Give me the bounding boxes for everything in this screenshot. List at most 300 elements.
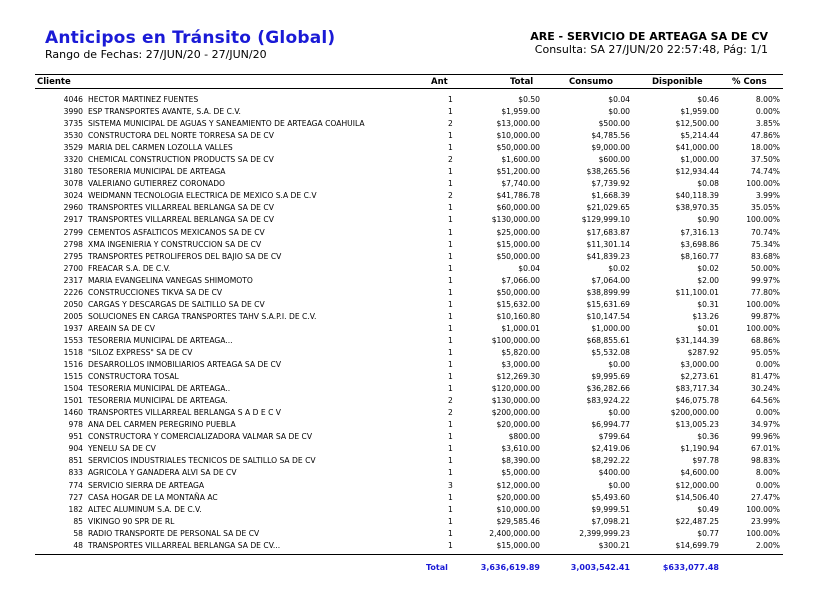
- totals-consumo: 3,003,542.41: [570, 563, 630, 572]
- ant-count: 1: [448, 131, 453, 141]
- company-name: ARE - SERVICIO DE ARTEAGA SA DE CV: [530, 30, 768, 43]
- pct-consumed: 47.86%: [751, 131, 780, 141]
- total-amount: $50,000.00: [496, 143, 540, 153]
- client-name: ESP TRANSPORTES AVANTE, S.A. DE C.V.: [88, 107, 241, 117]
- client-name: TESORERIA MUNICIPAL DE ARTEAGA: [88, 167, 226, 177]
- total-amount: $5,000.00: [501, 468, 540, 478]
- total-amount: $7,740.00: [501, 179, 540, 189]
- ant-count: 1: [448, 528, 453, 538]
- ant-count: 2: [448, 408, 453, 418]
- total-amount: $41,786.78: [496, 191, 540, 201]
- ant-count: 1: [448, 504, 453, 514]
- disponible-amount: $3,698.86: [680, 239, 719, 249]
- table-row: [0, 516, 815, 528]
- pct-consumed: 83.68%: [751, 251, 780, 261]
- total-amount: $20,000.00: [496, 420, 540, 430]
- pct-consumed: 77.80%: [751, 287, 780, 297]
- client-id: 1516: [63, 360, 83, 370]
- ant-count: 1: [448, 95, 453, 104]
- total-amount: $12,000.00: [496, 480, 540, 490]
- client-id: 58: [73, 528, 83, 538]
- consumo-amount: $83,924.22: [586, 396, 630, 406]
- table-row: [0, 239, 815, 251]
- consumo-amount: $129,999.10: [581, 215, 630, 225]
- consumo-amount: $8,292.22: [591, 456, 630, 466]
- disponible-amount: $0.02: [697, 263, 719, 273]
- client-id: 3990: [63, 107, 83, 117]
- consumo-amount: $7,098.21: [591, 516, 630, 526]
- disponible-amount: $0.77: [697, 528, 719, 538]
- ant-count: 1: [448, 540, 453, 550]
- col-header-total: Total: [510, 77, 534, 87]
- table-row: [0, 492, 815, 504]
- col-header-disponible: Disponible: [652, 77, 703, 87]
- total-amount: $7,066.00: [501, 275, 540, 285]
- pct-consumed: 75.34%: [751, 239, 780, 249]
- consumo-amount: $500.00: [598, 119, 630, 129]
- disponible-amount: $97.78: [692, 456, 719, 466]
- ant-count: 1: [448, 516, 453, 526]
- total-amount: $13,000.00: [496, 119, 540, 129]
- client-name: CONSTRUCTORA Y COMERCIALIZADORA VALMAR SA DE CV: [88, 432, 313, 442]
- pct-consumed: 8.00%: [755, 468, 780, 478]
- client-id: 3320: [63, 155, 83, 165]
- disponible-amount: $1,190.94: [680, 444, 719, 454]
- ant-count: 1: [448, 287, 453, 297]
- ant-count: 1: [448, 311, 453, 321]
- client-name: RADIO TRANSPORTE DE PERSONAL SA DE CV: [88, 528, 260, 538]
- consumo-amount: $0.00: [608, 107, 630, 117]
- disponible-amount: $22,487.25: [675, 516, 719, 526]
- pct-consumed: 64.56%: [751, 396, 780, 406]
- client-name: AGRICOLA Y GANADERA ALVI SA DE CV: [88, 468, 237, 478]
- disponible-amount: $14,506.40: [675, 492, 719, 502]
- client-name: FREACAR S.A. DE C.V.: [88, 263, 171, 273]
- total-amount: $5,820.00: [501, 347, 540, 357]
- disponible-amount: $38,970.35: [675, 203, 719, 213]
- client-id: 1518: [63, 347, 83, 357]
- totals-total: 3,636,619.89: [480, 563, 540, 572]
- client-name: TRANSPORTES VILLARREAL BERLANGA S A D E C V: [88, 408, 281, 418]
- consumo-amount: $9,999.51: [591, 504, 630, 514]
- ant-count: 1: [448, 167, 453, 177]
- client-name: TESORERIA MUNICIPAL DE ARTEAGA...: [88, 335, 233, 345]
- consumo-amount: 2,399,999.23: [579, 528, 630, 538]
- client-name: MARIA EVANGELINA VANEGAS SHIMOMOTO: [88, 275, 253, 285]
- client-id: 2917: [63, 215, 83, 225]
- table-row: [0, 335, 815, 347]
- disponible-amount: $287.92: [687, 347, 719, 357]
- table-row: [0, 443, 815, 455]
- consumo-amount: $0.00: [608, 408, 630, 418]
- total-amount: $130,000.00: [491, 396, 540, 406]
- table-row: [0, 178, 815, 190]
- client-id: 3529: [63, 143, 83, 153]
- consumo-amount: $17,683.87: [586, 227, 630, 237]
- pct-consumed: 0.00%: [755, 408, 780, 418]
- disponible-amount: $3,000.00: [680, 360, 719, 370]
- ant-count: 1: [448, 468, 453, 478]
- client-id: 4046: [63, 95, 83, 104]
- client-id: 182: [68, 504, 83, 514]
- client-name: TESORERIA MUNICIPAL DE ARTEAGA..: [88, 384, 231, 394]
- consumo-amount: $6,994.77: [591, 420, 630, 430]
- ant-count: 1: [448, 420, 453, 430]
- table-row: [0, 299, 815, 311]
- consumo-amount: $11,301.14: [586, 239, 630, 249]
- client-name: CEMENTOS ASFALTICOS MEXICANOS SA DE CV: [88, 227, 265, 237]
- client-name: TRANSPORTES VILLARREAL BERLANGA SA DE CV: [88, 203, 274, 213]
- table-row: [0, 480, 815, 492]
- disponible-amount: $83,717.34: [675, 384, 719, 394]
- table-row: [0, 504, 815, 516]
- client-id: 2799: [63, 227, 83, 237]
- client-name: DESARROLLOS INMOBILIARIOS ARTEAGA SA DE CV: [88, 360, 282, 370]
- disponible-amount: $2,273.61: [680, 372, 719, 382]
- table-row: [0, 263, 815, 275]
- ant-count: 1: [448, 215, 453, 225]
- client-id: 978: [68, 420, 83, 430]
- total-amount: $15,000.00: [496, 540, 540, 550]
- consumo-amount: $0.00: [608, 480, 630, 490]
- consumo-amount: $600.00: [598, 155, 630, 165]
- pct-consumed: 0.00%: [755, 480, 780, 490]
- client-name: TRANSPORTES VILLARREAL BERLANGA SA DE CV...: [88, 540, 281, 550]
- total-amount: $200,000.00: [491, 408, 540, 418]
- consumo-amount: $5,532.08: [591, 347, 630, 357]
- total-amount: $10,000.00: [496, 131, 540, 141]
- client-id: 2795: [63, 251, 83, 261]
- pct-consumed: 30.24%: [751, 384, 780, 394]
- consumo-amount: $9,995.69: [591, 372, 630, 382]
- client-name: CASA HOGAR DE LA MONTAÑA AC: [88, 492, 218, 502]
- total-amount: $3,000.00: [501, 360, 540, 370]
- table-row: [0, 214, 815, 226]
- ant-count: 1: [448, 299, 453, 309]
- table-row: [0, 275, 815, 287]
- date-range: Rango de Fechas: 27/JUN/20 - 27/JUN/20: [45, 48, 267, 61]
- disponible-amount: $12,934.44: [675, 167, 719, 177]
- ant-count: 1: [448, 239, 453, 249]
- client-name: TRANSPORTES PETROLIFEROS DEL BAJIO SA DE CV: [88, 251, 282, 261]
- consumo-amount: $300.21: [598, 540, 630, 550]
- disponible-amount: $14,699.79: [675, 540, 719, 550]
- ant-count: 1: [448, 432, 453, 442]
- pct-consumed: 81.47%: [751, 372, 780, 382]
- total-amount: $800.00: [508, 432, 540, 442]
- consumo-amount: $2,419.06: [591, 444, 630, 454]
- client-name: WEIDMANN TECNOLOGIA ELECTRICA DE MEXICO S.A DE C.V: [88, 191, 317, 201]
- pct-consumed: 99.97%: [751, 275, 780, 285]
- consumo-amount: $38,899.99: [586, 287, 630, 297]
- ant-count: 1: [448, 347, 453, 357]
- disponible-amount: $8,160.77: [680, 251, 719, 261]
- consumo-amount: $36,282.66: [586, 384, 630, 394]
- ant-count: 1: [448, 444, 453, 454]
- col-header-consumo: Consumo: [569, 77, 613, 87]
- client-name: SERVICIOS INDUSTRIALES TECNICOS DE SALTILLO SA DE CV: [88, 456, 316, 466]
- client-id: 904: [68, 444, 83, 454]
- table-row: [0, 359, 815, 371]
- client-id: 727: [68, 492, 83, 502]
- table-row: [0, 106, 815, 118]
- table-row: [0, 118, 815, 130]
- disponible-amount: $12,000.00: [675, 480, 719, 490]
- table-row: [0, 251, 815, 263]
- client-id: 1460: [63, 408, 83, 418]
- client-id: 3735: [63, 119, 83, 129]
- client-id: 2317: [63, 275, 83, 285]
- ant-count: 1: [448, 360, 453, 370]
- pct-consumed: 100.00%: [746, 179, 780, 189]
- ant-count: 2: [448, 396, 453, 406]
- table-row: [0, 467, 815, 479]
- query-info: Consulta: SA 27/JUN/20 22:57:48, Pág: 1/1: [534, 43, 768, 56]
- pct-consumed: 37.50%: [751, 155, 780, 165]
- table-row: [0, 528, 815, 540]
- pct-consumed: 0.00%: [755, 360, 780, 370]
- total-amount: $0.50: [518, 95, 540, 104]
- table-row: [0, 383, 815, 395]
- header-top-rule: [35, 74, 783, 75]
- client-id: 48: [73, 540, 83, 550]
- total-amount: $50,000.00: [496, 287, 540, 297]
- consumo-amount: $7,064.00: [591, 275, 630, 285]
- pct-consumed: 99.96%: [751, 432, 780, 442]
- total-amount: $10,000.00: [496, 504, 540, 514]
- table-row: [0, 190, 815, 202]
- disponible-amount: $40,118.39: [675, 191, 719, 201]
- disponible-amount: $1,000.00: [680, 155, 719, 165]
- table-row: [0, 227, 815, 239]
- consumo-amount: $0.00: [608, 360, 630, 370]
- client-name: ALTEC ALUMINUM S.A. DE C.V.: [88, 504, 202, 514]
- disponible-amount: $0.08: [697, 179, 719, 189]
- ant-count: 1: [448, 384, 453, 394]
- table-row: [0, 287, 815, 299]
- totals-label: Total: [426, 563, 448, 572]
- ant-count: 1: [448, 372, 453, 382]
- total-amount: $15,000.00: [496, 239, 540, 249]
- client-name: TESORERIA MUNICIPAL DE ARTEAGA.: [88, 396, 228, 406]
- ant-count: 1: [448, 263, 453, 273]
- total-amount: 2,400,000.00: [489, 528, 540, 538]
- report-table-body: [0, 94, 815, 552]
- disponible-amount: $0.01: [697, 323, 719, 333]
- pct-consumed: 67.01%: [751, 444, 780, 454]
- total-amount: $10,160.80: [496, 311, 540, 321]
- total-amount: $3,610.00: [501, 444, 540, 454]
- disponible-amount: $5,214.44: [680, 131, 719, 141]
- total-amount: $8,390.00: [501, 456, 540, 466]
- pct-consumed: 74.74%: [751, 167, 780, 177]
- client-id: 2700: [63, 263, 83, 273]
- pct-consumed: 8.00%: [755, 95, 780, 104]
- col-header-ant: Ant: [431, 77, 448, 87]
- table-row: [0, 371, 815, 383]
- pct-consumed: 34.97%: [751, 420, 780, 430]
- client-id: 2798: [63, 239, 83, 249]
- ant-count: 3: [448, 480, 453, 490]
- pct-consumed: 100.00%: [746, 323, 780, 333]
- table-row: [0, 154, 815, 166]
- client-id: 2226: [63, 287, 83, 297]
- ant-count: 1: [448, 179, 453, 189]
- client-id: 951: [68, 432, 83, 442]
- client-name: CONSTRUCTORA DEL NORTE TORRESA SA DE CV: [88, 131, 274, 141]
- total-amount: $100,000.00: [491, 335, 540, 345]
- pct-consumed: 23.99%: [751, 516, 780, 526]
- consumo-amount: $10,147.54: [586, 311, 630, 321]
- table-row: [0, 166, 815, 178]
- client-name: CHEMICAL CONSTRUCTION PRODUCTS SA DE CV: [88, 155, 274, 165]
- ant-count: 1: [448, 323, 453, 333]
- client-id: 3530: [63, 131, 83, 141]
- ant-count: 2: [448, 119, 453, 129]
- consumo-amount: $400.00: [598, 468, 630, 478]
- table-row: [0, 407, 815, 419]
- ant-count: 2: [448, 155, 453, 165]
- table-row: [0, 323, 815, 335]
- disponible-amount: $41,000.00: [675, 143, 719, 153]
- client-name: SISTEMA MUNICIPAL DE AGUAS Y SANEAMIENTO DE ARTEAGA COAHUILA: [88, 119, 365, 129]
- pct-consumed: 3.99%: [755, 191, 780, 201]
- table-row: [0, 540, 815, 552]
- consumo-amount: $1,668.39: [591, 191, 630, 201]
- client-name: ANA DEL CARMEN PEREGRINO PUEBLA: [88, 420, 236, 430]
- table-row: [0, 130, 815, 142]
- pct-consumed: 27.47%: [751, 492, 780, 502]
- disponible-amount: $0.49: [697, 504, 719, 514]
- total-amount: $1,600.00: [501, 155, 540, 165]
- total-amount: $29,585.46: [496, 516, 540, 526]
- client-name: TRANSPORTES VILLARREAL BERLANGA SA DE CV: [88, 215, 274, 225]
- client-id: 833: [68, 468, 83, 478]
- consumo-amount: $7,739.92: [591, 179, 630, 189]
- client-name: SOLUCIONES EN CARGA TRANSPORTES TAHV S.A.P.I. DE C.V.: [88, 311, 317, 321]
- consumo-amount: $0.02: [608, 263, 630, 273]
- client-name: VALERIANO GUTIERREZ CORONADO: [88, 179, 226, 189]
- consumo-amount: $5,493.60: [591, 492, 630, 502]
- disponible-amount: $0.31: [697, 299, 719, 309]
- client-name: HECTOR MARTINEZ FUENTES: [88, 95, 199, 104]
- pct-consumed: 0.00%: [755, 107, 780, 117]
- client-id: 1937: [63, 323, 83, 333]
- pct-consumed: 3.85%: [755, 119, 780, 129]
- disponible-amount: $200,000.00: [670, 408, 719, 418]
- client-name: CONSTRUCTORA TOSAL: [88, 372, 179, 382]
- table-row: [0, 94, 815, 106]
- table-row: [0, 347, 815, 359]
- client-id: 3180: [63, 167, 83, 177]
- header-bottom-rule: [35, 88, 783, 89]
- pct-consumed: 2.00%: [755, 540, 780, 550]
- consumo-amount: $68,855.61: [586, 335, 630, 345]
- consumo-amount: $4,785.56: [591, 131, 630, 141]
- disponible-amount: $11,100.01: [675, 287, 719, 297]
- pct-consumed: 100.00%: [746, 215, 780, 225]
- pct-consumed: 100.00%: [746, 504, 780, 514]
- ant-count: 1: [448, 335, 453, 345]
- ant-count: 2: [448, 191, 453, 201]
- disponible-amount: $0.90: [697, 215, 719, 225]
- client-id: 3024: [63, 191, 83, 201]
- disponible-amount: $12,500.00: [675, 119, 719, 129]
- client-id: 2050: [63, 299, 83, 309]
- consumo-amount: $9,000.00: [591, 143, 630, 153]
- ant-count: 1: [448, 492, 453, 502]
- client-name: CONSTRUCCIONES TIKVA SA DE CV: [88, 287, 223, 297]
- consumo-amount: $15,631.69: [586, 299, 630, 309]
- pct-consumed: 18.00%: [751, 143, 780, 153]
- disponible-amount: $13,005.23: [675, 420, 719, 430]
- client-id: 1515: [63, 372, 83, 382]
- total-amount: $50,000.00: [496, 251, 540, 261]
- table-row: [0, 455, 815, 467]
- total-amount: $130,000.00: [491, 215, 540, 225]
- pct-consumed: 95.05%: [751, 347, 780, 357]
- footer-rule: [35, 554, 783, 555]
- consumo-amount: $38,265.56: [586, 167, 630, 177]
- consumo-amount: $0.04: [608, 95, 630, 104]
- ant-count: 1: [448, 456, 453, 466]
- consumo-amount: $41,839.23: [586, 251, 630, 261]
- disponible-amount: $46,075.78: [675, 396, 719, 406]
- col-header-cliente: Cliente: [37, 77, 71, 87]
- total-amount: $20,000.00: [496, 492, 540, 502]
- disponible-amount: $2.00: [697, 275, 719, 285]
- client-id: 85: [73, 516, 83, 526]
- total-amount: $25,000.00: [496, 227, 540, 237]
- consumo-amount: $21,029.65: [586, 203, 630, 213]
- client-name: XMA INGENIERIA Y CONSTRUCCION SA DE CV: [88, 239, 262, 249]
- client-id: 1553: [63, 335, 83, 345]
- client-id: 2960: [63, 203, 83, 213]
- total-amount: $51,200.00: [496, 167, 540, 177]
- pct-consumed: 100.00%: [746, 528, 780, 538]
- client-name: AREAIN SA DE CV: [88, 323, 155, 333]
- client-id: 851: [68, 456, 83, 466]
- disponible-amount: $0.36: [697, 432, 719, 442]
- disponible-amount: $13.26: [692, 311, 719, 321]
- ant-count: 1: [448, 143, 453, 153]
- ant-count: 1: [448, 251, 453, 261]
- disponible-amount: $31,144.39: [675, 335, 719, 345]
- pct-consumed: 98.83%: [751, 456, 780, 466]
- total-amount: $120,000.00: [491, 384, 540, 394]
- pct-consumed: 35.05%: [751, 203, 780, 213]
- disponible-amount: $0.46: [697, 95, 719, 104]
- total-amount: $1,959.00: [501, 107, 540, 117]
- table-row: [0, 395, 815, 407]
- pct-consumed: 68.86%: [751, 335, 780, 345]
- client-id: 1501: [63, 396, 83, 406]
- disponible-amount: $4,600.00: [680, 468, 719, 478]
- total-amount: $15,632.00: [496, 299, 540, 309]
- table-row: [0, 431, 815, 443]
- pct-consumed: 70.74%: [751, 227, 780, 237]
- consumo-amount: $799.64: [598, 432, 630, 442]
- client-id: 1504: [63, 384, 83, 394]
- total-amount: $1,000.01: [501, 323, 540, 333]
- table-row: [0, 419, 815, 431]
- client-id: 3078: [63, 179, 83, 189]
- client-id: 774: [68, 480, 83, 490]
- total-amount: $60,000.00: [496, 203, 540, 213]
- total-amount: $0.04: [518, 263, 540, 273]
- col-header-pct-cons: % Cons: [732, 77, 767, 87]
- client-name: "SILOZ EXPRESS" SA DE CV: [88, 347, 193, 357]
